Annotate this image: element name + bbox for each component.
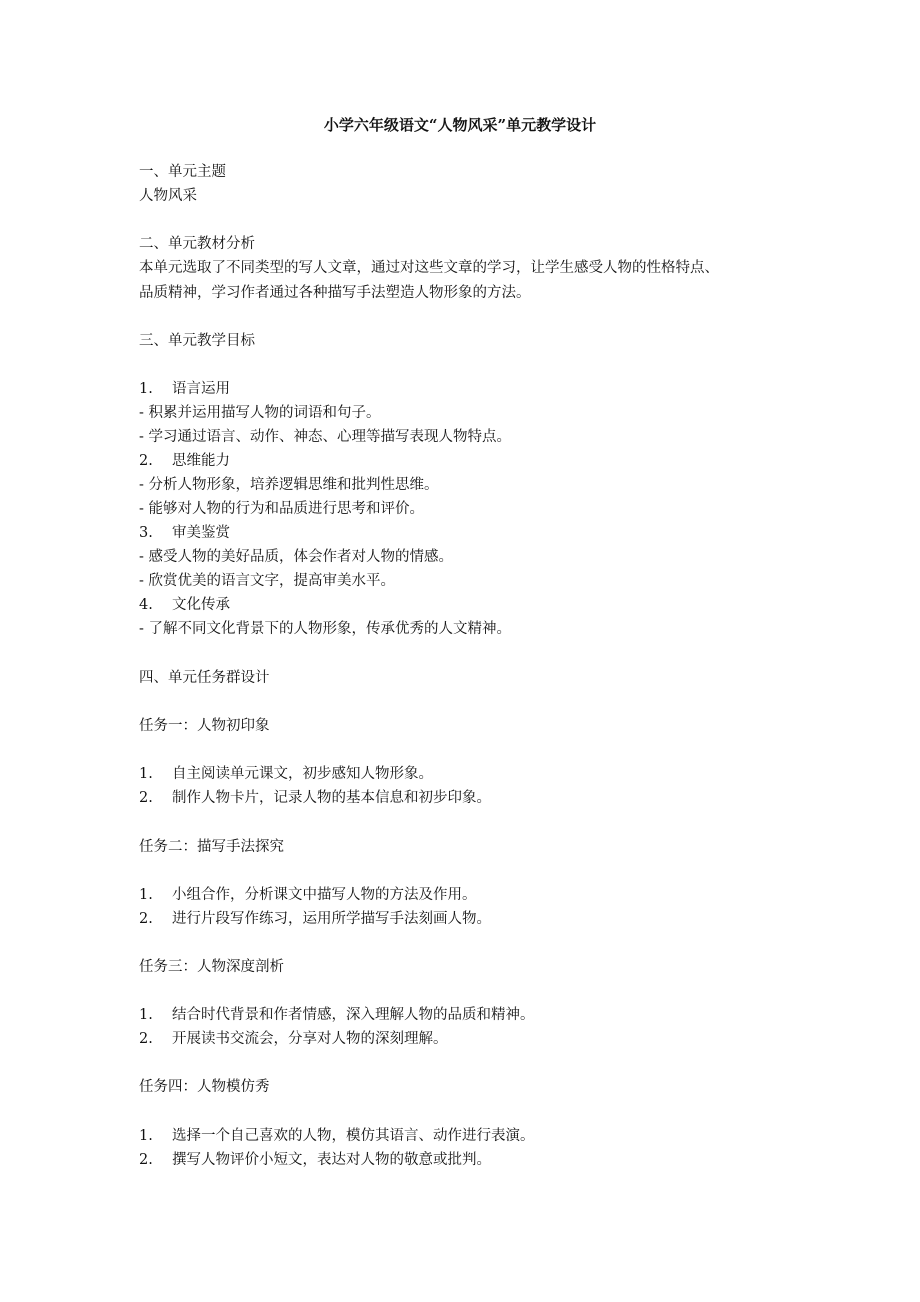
task-item <box>139 907 491 931</box>
section-heading-teaching-goals: 三、单元教学目标 <box>139 333 255 349</box>
task-item-number: 1. <box>139 1007 153 1023</box>
task-item-number: 2. <box>139 1152 153 1168</box>
task-title: 任务四：人物模仿秀 <box>139 1079 270 1095</box>
section-heading-material-analysis: 二、单元教材分析 <box>139 236 255 252</box>
goal-heading <box>139 521 230 545</box>
task-item-text: 选择一个自己喜欢的人物，模仿其语言、动作进行表演。 <box>172 1128 535 1144</box>
goal-name: 语言运用 <box>172 381 230 397</box>
task-item-number: 2. <box>139 911 153 927</box>
goal-name: 文化传承 <box>172 597 230 613</box>
material-analysis-line-1: 本单元选取了不同类型的写人文章，通过对这些文章的学习，让学生感受人物的性格特点、 <box>139 260 719 276</box>
goal-heading <box>139 377 230 401</box>
goal-point: - 分析人物形象，培养逻辑思维和批判性思维。 <box>139 477 439 493</box>
unit-theme-text: 人物风采 <box>139 188 197 204</box>
section-heading-unit-theme: 一、单元主题 <box>139 164 226 180</box>
task-item-number: 1. <box>139 1128 153 1144</box>
goal-heading <box>139 593 230 617</box>
goal-name: 审美鉴赏 <box>172 525 230 541</box>
goal-name: 思维能力 <box>172 453 230 469</box>
task-title: 任务一：人物初印象 <box>139 718 270 734</box>
task-item-text: 小组合作，分析课文中描写人物的方法及作用。 <box>172 887 477 903</box>
goal-heading <box>139 449 230 473</box>
goal-number: 1. <box>139 381 153 397</box>
task-item <box>139 786 491 810</box>
task-title: 任务二：描写手法探究 <box>139 839 284 855</box>
task-item <box>139 883 477 907</box>
task-title: 任务三：人物深度剖析 <box>139 959 284 975</box>
goal-number: 4. <box>139 597 153 613</box>
goal-number: 2. <box>139 453 153 469</box>
goal-point: - 感受人物的美好品质，体会作者对人物的情感。 <box>139 549 454 565</box>
section-heading-task-groups: 四、单元任务群设计 <box>139 670 270 686</box>
goal-point: - 了解不同文化背景下的人物形象，传承优秀的人文精神。 <box>139 621 512 637</box>
task-item <box>139 1148 491 1172</box>
task-item-text: 开展读书交流会，分享对人物的深刻理解。 <box>172 1031 448 1047</box>
goal-point: - 能够对人物的行为和品质进行思考和评价。 <box>139 501 425 517</box>
task-item <box>139 1027 448 1051</box>
task-item-text: 结合时代背景和作者情感，深入理解人物的品质和精神。 <box>172 1007 535 1023</box>
task-item-number: 1. <box>139 887 153 903</box>
material-analysis-line-2: 品质精神，学习作者通过各种描写手法塑造人物形象的方法。 <box>139 285 531 301</box>
task-item-text: 自主阅读单元课文，初步感知人物形象。 <box>172 766 433 782</box>
goal-point: - 积累并运用描写人物的词语和句子。 <box>139 405 381 421</box>
task-item <box>139 762 433 786</box>
task-item-text: 进行片段写作练习，运用所学描写手法刻画人物。 <box>172 911 491 927</box>
task-item <box>139 1124 535 1148</box>
task-item-text: 制作人物卡片，记录人物的基本信息和初步印象。 <box>172 790 491 806</box>
task-item <box>139 1003 535 1027</box>
task-item-number: 2. <box>139 790 153 806</box>
document-title: 小学六年级语文“人物风采”单元教学设计 <box>323 116 597 134</box>
goal-point: - 学习通过语言、动作、神态、心理等描写表现人物特点。 <box>139 429 512 445</box>
goal-number: 3. <box>139 525 153 541</box>
task-item-text: 撰写人物评价小短文，表达对人物的敬意或批判。 <box>172 1152 491 1168</box>
task-item-number: 1. <box>139 766 153 782</box>
goal-point: - 欣赏优美的语言文字，提高审美水平。 <box>139 573 396 589</box>
task-item-number: 2. <box>139 1031 153 1047</box>
